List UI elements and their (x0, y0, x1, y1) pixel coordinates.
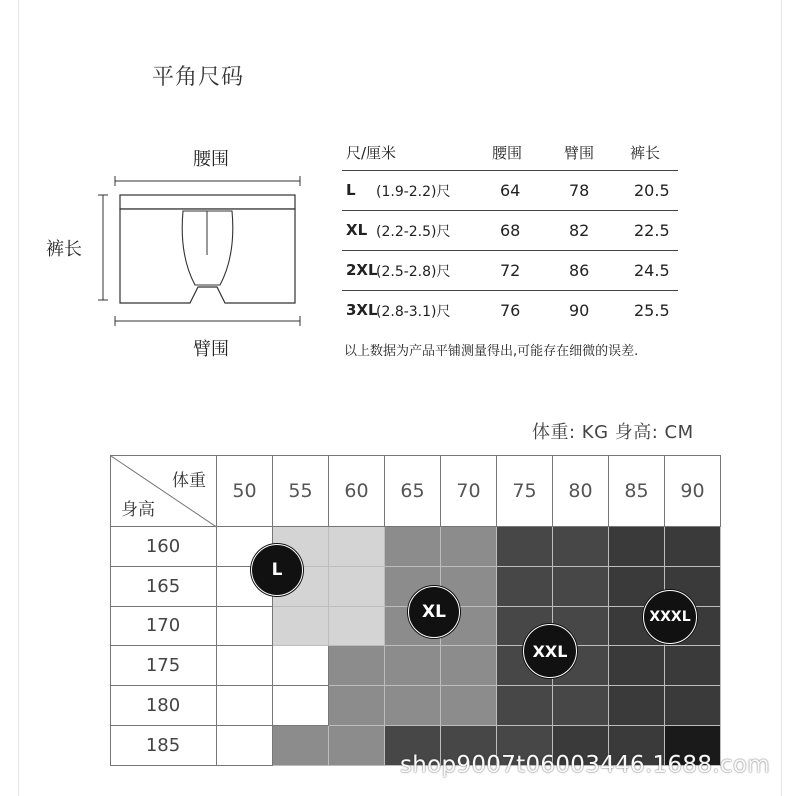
size-grid-cell (665, 686, 721, 726)
size-grid-cell (273, 686, 329, 726)
weight-column-header: 90 (665, 455, 721, 527)
size-grid-cell (329, 527, 385, 567)
height-row-header: 180 (110, 686, 217, 726)
spec-hip: 82 (569, 221, 590, 240)
spec-length: 22.5 (634, 221, 670, 240)
spec-hip: 90 (569, 301, 590, 320)
size-grid-cell (217, 607, 273, 647)
hip-label: 臂围 (193, 339, 229, 360)
weight-column-header: 60 (329, 455, 385, 527)
spec-header-hip: 臂围 (564, 144, 595, 162)
weight-column-header: 85 (609, 455, 665, 527)
size-grid-cell (217, 686, 273, 726)
size-grid-cell (273, 646, 329, 686)
size-grid-cell (329, 567, 385, 607)
size-grid-cell (441, 646, 497, 686)
spec-row (342, 210, 678, 251)
weight-column-header: 50 (217, 455, 273, 527)
size-grid-cell (385, 527, 441, 567)
spec-length: 20.5 (634, 181, 670, 200)
size-grid-cell (497, 567, 553, 607)
spec-row (342, 250, 678, 291)
size-grid-cell (665, 646, 721, 686)
size-grid-cell (329, 686, 385, 726)
size-grid-cell (385, 646, 441, 686)
weight-column-header: 80 (553, 455, 609, 527)
size-grid-cell (665, 527, 721, 567)
size-grid-cell (273, 726, 329, 766)
spec-length: 25.5 (634, 301, 670, 320)
size-grid-cell (553, 686, 609, 726)
weight-column-header: 65 (385, 455, 441, 527)
size-grid-cell (497, 686, 553, 726)
size-grid-cell (441, 527, 497, 567)
corner-height-label: 身高 (121, 500, 155, 520)
spec-waist: 76 (500, 301, 521, 320)
spec-size: 3XL (346, 301, 378, 319)
spec-length: 24.5 (634, 261, 670, 280)
spec-waist: 72 (500, 261, 521, 280)
size-grid-cell (609, 646, 665, 686)
size-grid-cell (217, 646, 273, 686)
spec-waist: 64 (500, 181, 521, 200)
spec-range: (2.2-2.5)尺 (376, 224, 451, 240)
weight-column-header: 55 (273, 455, 329, 527)
measurement-note: 以上数据为产品平铺测量得出,可能存在细微的误差. (344, 344, 639, 359)
spec-range: (1.9-2.2)尺 (376, 184, 451, 200)
height-row-header: 160 (110, 527, 217, 567)
weight-column-header: 70 (441, 455, 497, 527)
size-grid-cell (553, 567, 609, 607)
spec-range: (2.5-2.8)尺 (376, 264, 451, 280)
spec-header-length: 裤长 (630, 144, 661, 162)
height-row-header: 175 (110, 646, 217, 686)
size-grid-cell (609, 527, 665, 567)
weight-column-header: 75 (497, 455, 553, 527)
size-badge-xxl: XXL (523, 624, 577, 678)
size-grid-cell (329, 607, 385, 647)
height-row-header: 170 (110, 607, 217, 647)
height-row-header: 165 (110, 567, 217, 607)
spec-size: 2XL (346, 261, 378, 279)
size-grid-cell (217, 726, 273, 766)
spec-row (342, 290, 678, 331)
spec-size: L (346, 181, 356, 199)
spec-row (342, 170, 678, 211)
watermark: shop9007t06003446.1688.com (400, 752, 770, 778)
spec-header-waist: 腰围 (492, 144, 523, 162)
waist-label: 腰围 (193, 149, 229, 170)
size-grid-cell (497, 527, 553, 567)
size-grid-cell (441, 686, 497, 726)
size-grid-cell (385, 686, 441, 726)
length-label: 裤长 (46, 239, 82, 260)
spec-size: XL (346, 221, 368, 239)
units-label: 体重: KG 身高: CM (532, 422, 694, 443)
boxer-diagram (95, 175, 315, 335)
spec-hip: 86 (569, 261, 590, 280)
spec-hip: 78 (569, 181, 590, 200)
corner-weight-label: 体重 (172, 471, 206, 491)
spec-header-row (342, 138, 678, 168)
size-badge-xxxl: XXXL (643, 590, 697, 644)
page-border-left (18, 0, 19, 796)
grid-corner (110, 455, 217, 527)
size-grid-cell (273, 607, 329, 647)
size-badge-xl: XL (408, 586, 460, 638)
spec-range: (2.8-3.1)尺 (376, 304, 451, 320)
spec-header-size: 尺/厘米 (346, 144, 397, 162)
page-title: 平角尺码 (152, 65, 245, 90)
size-grid-cell (329, 646, 385, 686)
size-badge-l: L (251, 544, 303, 596)
page-border-right (781, 0, 782, 796)
size-grid-cell (609, 686, 665, 726)
height-row-header: 185 (110, 726, 217, 766)
size-grid-cell (329, 726, 385, 766)
size-grid-cell (553, 527, 609, 567)
spec-waist: 68 (500, 221, 521, 240)
